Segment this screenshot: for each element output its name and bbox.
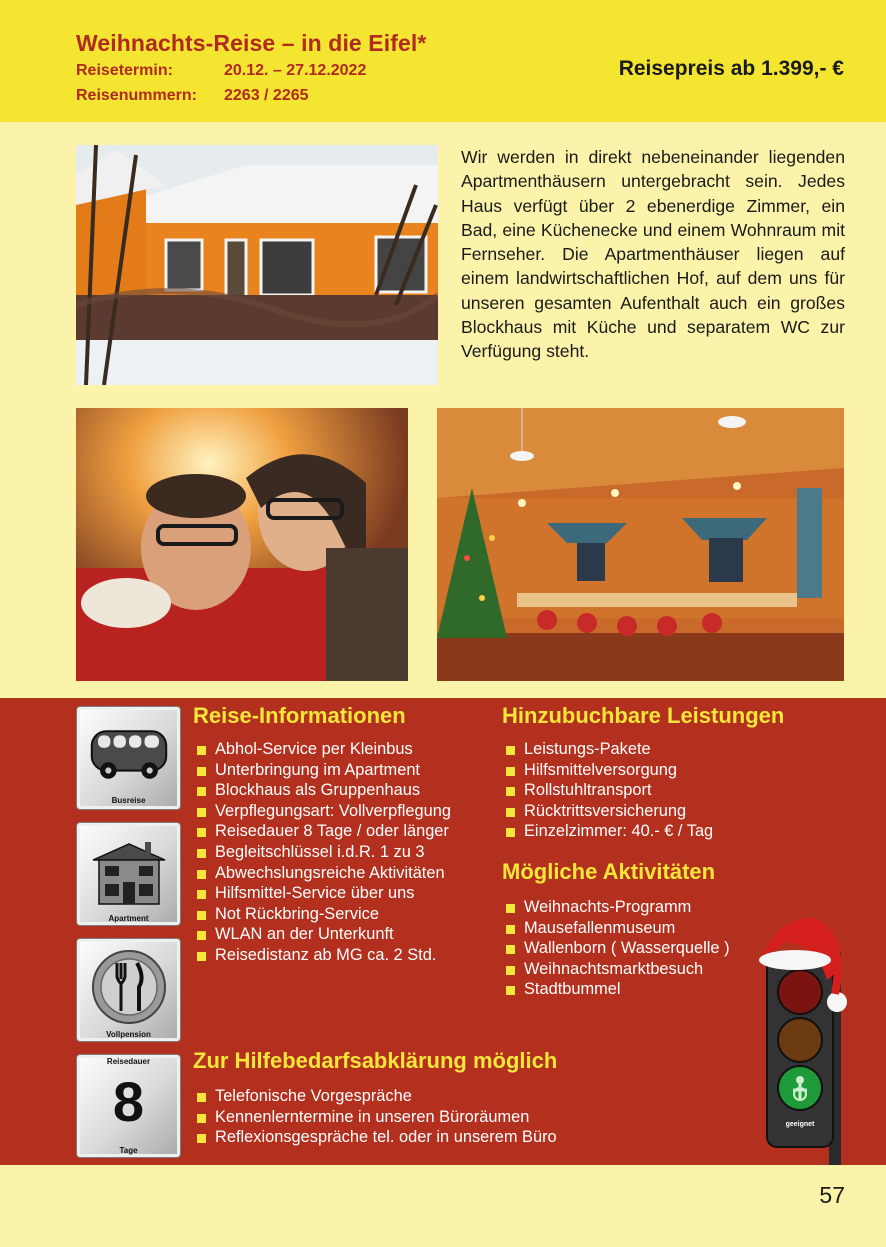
list-item: Reisedauer 8 Tage / oder länger [193, 821, 451, 842]
apartment-tile [76, 822, 181, 926]
aktivitaeten-list [502, 897, 730, 1000]
list-item: Not Rückbring-Service [193, 904, 451, 925]
trip-date-label: Reisetermin: [76, 62, 173, 79]
list-item: Begleitschlüssel i.d.R. 1 zu 3 [193, 842, 451, 863]
list-item: Einzelzimmer: 40.- € / Tag [502, 821, 713, 842]
list-item: Weihnachts-Programm [502, 897, 730, 918]
busreise-caption: Busreise [111, 796, 146, 805]
list-item: Wallenborn ( Wasserquelle ) [502, 938, 730, 959]
list-item: Hilfsmittelversorgung [502, 760, 713, 781]
vollpension-tile [76, 938, 181, 1042]
intro-text: Wir werden in direkt nebeneinander liegenden Apartmenthäusern untergebracht sein. Jedes Haus verfügt über 2 ebenerdige Zimmer, ein Bad, eine Küchenecke und einem Wohnraum mit Fernseher. Die Apartmenthäuser liegen auf einem landwirtschaftlichen Hof, auf dem uns für unseren gesamten Aufenthalt auch ein großes Blockhaus mit Küche und separatem WC zur Verfügung steht. [461, 147, 845, 362]
busreise-tile [76, 706, 181, 810]
trip-number-label: Reisenummern: [76, 87, 197, 104]
traffic-light-icon [757, 912, 849, 1165]
hilfebedarf-title: Zur Hilfebedarfsabklärung möglich [193, 1048, 558, 1073]
photo-blockhouse-hall [437, 408, 844, 681]
list-item: Reflexionsgespräche tel. oder in unserem Büro [193, 1127, 557, 1148]
list-item: Abhol-Service per Kleinbus [193, 739, 451, 760]
page-number: 57 [819, 1182, 845, 1208]
list-item: Leistungs-Pakete [502, 739, 713, 760]
list-item: WLAN an der Unterkunft [193, 924, 451, 945]
apartment-caption: Apartment [108, 914, 149, 923]
hilfebedarf-list [193, 1086, 557, 1148]
trip-number-row [76, 87, 309, 105]
trip-date-row [76, 62, 366, 80]
trip-title: Weihnachts-Reise – in die Eifel* [76, 30, 427, 56]
list-item: Stadtbummel [502, 979, 730, 1000]
trip-price: Reisepreis ab 1.399,- € [618, 57, 844, 80]
hinzubuchbar-list [502, 739, 713, 842]
trip-date-value: 20.12. – 27.12.2022 [224, 62, 367, 79]
reise-info-list [193, 739, 451, 966]
list-item: Rollstuhltransport [502, 780, 713, 801]
photo-apartment-house [76, 145, 438, 385]
list-item: Reisedistanz ab MG ca. 2 Std. [193, 945, 451, 966]
photo-couple-fireplace [76, 408, 408, 681]
list-item: Hilfsmittel-Service über uns [193, 883, 451, 904]
tage-caption: Tage [119, 1146, 138, 1155]
list-item: Kennenlerntermine in unseren Büroräumen [193, 1107, 557, 1128]
list-item: Unterbringung im Apartment [193, 760, 451, 781]
traffic-light-label: geeignet [785, 1121, 815, 1128]
bus-icon [87, 723, 171, 785]
aktivitaeten-title: Mögliche Aktivitäten [502, 859, 716, 884]
list-item: Telefonische Vorgespräche [193, 1086, 557, 1107]
house-icon [89, 833, 169, 913]
reisedauer-caption: Reisedauer [106, 1057, 151, 1066]
list-item: Abwechslungsreiche Aktivitäten [193, 863, 451, 884]
reisedauer-tile [76, 1054, 181, 1158]
trip-number-value: 2263 / 2265 [224, 87, 309, 104]
list-item: Weihnachtsmarktbesuch [502, 959, 730, 980]
plate-cutlery-icon [89, 947, 169, 1027]
reisedauer-number: 8 [112, 1070, 145, 1133]
list-item: Blockhaus als Gruppenhaus [193, 780, 451, 801]
list-item: Mausefallenmuseum [502, 918, 730, 939]
header-bar [0, 0, 886, 122]
list-item: Verpflegungsart: Vollverpflegung [193, 801, 451, 822]
reise-info-title: Reise-Informationen [193, 703, 406, 728]
list-item: Rücktrittsversicherung [502, 801, 713, 822]
hinzubuchbar-title: Hinzubuchbare Leistungen [502, 703, 785, 728]
vollpension-caption: Vollpension [106, 1030, 151, 1039]
